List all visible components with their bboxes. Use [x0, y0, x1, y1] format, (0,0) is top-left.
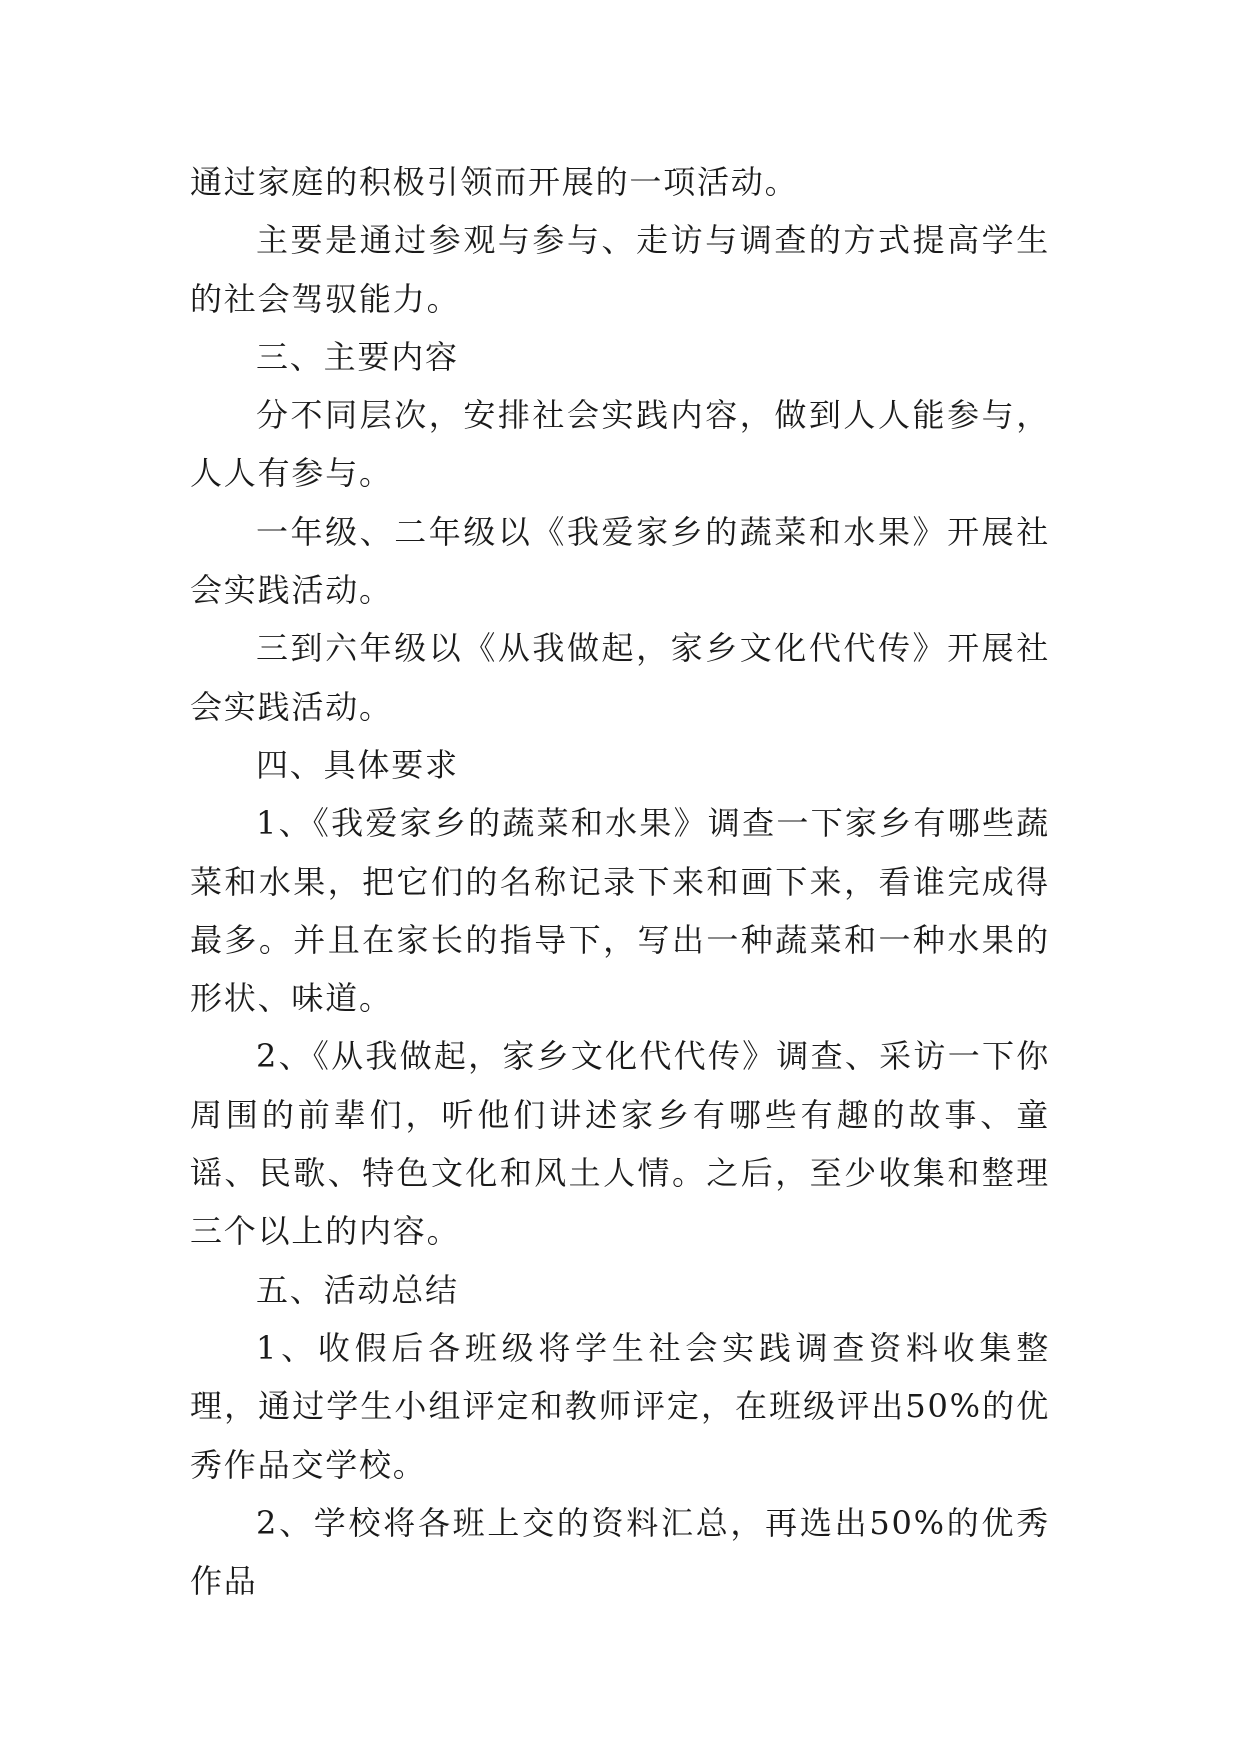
paragraph-grade-3-6: 三到六年级以《从我做起，家乡文化代代传》开展社会实践活动。	[190, 629, 1050, 726]
section-heading-main-content: 三、主要内容	[256, 337, 459, 376]
paragraph-continuation: 通过家庭的积极引领而开展的一项活动。	[190, 163, 799, 201]
section-heading-requirements: 四、具体要求	[256, 745, 459, 784]
paragraph-summary-2: 2、学校将各班上交的资料汇总，再选出50%的优秀作品	[190, 1503, 1050, 1601]
paragraph-levels: 分不同层次，安排社会实践内容，做到人人能参与，人人有参与。	[190, 396, 1050, 493]
paragraph-purpose: 主要是通过参观与参与、走访与调查的方式提高学生的社会驾驭能力。	[190, 221, 1050, 318]
section-heading-summary: 五、活动总结	[256, 1270, 459, 1309]
paragraph-grade-1-2: 一年级、二年级以《我爱家乡的蔬菜和水果》开展社会实践活动。	[190, 512, 1050, 610]
paragraph-requirement-1: 1、《我爱家乡的蔬菜和水果》调查一下家乡有哪些蔬菜和水果，把它们的名称记录下来和画下来，看谁完成得最多。并且在家长的指导下，写出一种蔬菜和一种水果的形状、味道。	[190, 804, 1050, 1018]
document-body	[190, 153, 1050, 1610]
paragraph-requirement-2: 2、《从我做起，家乡文化代代传》调查、采访一下你周围的前辈们，听他们讲述家乡有哪些有趣的故事、童谣、民歌、特色文化和风土人情。之后，至少收集和整理三个以上的内容。	[190, 1037, 1050, 1251]
paragraph-summary-1: 1、收假后各班级将学生社会实践调查资料收集整理，通过学生小组评定和教师评定，在班级评出50%的优秀作品交学校。	[190, 1328, 1050, 1484]
